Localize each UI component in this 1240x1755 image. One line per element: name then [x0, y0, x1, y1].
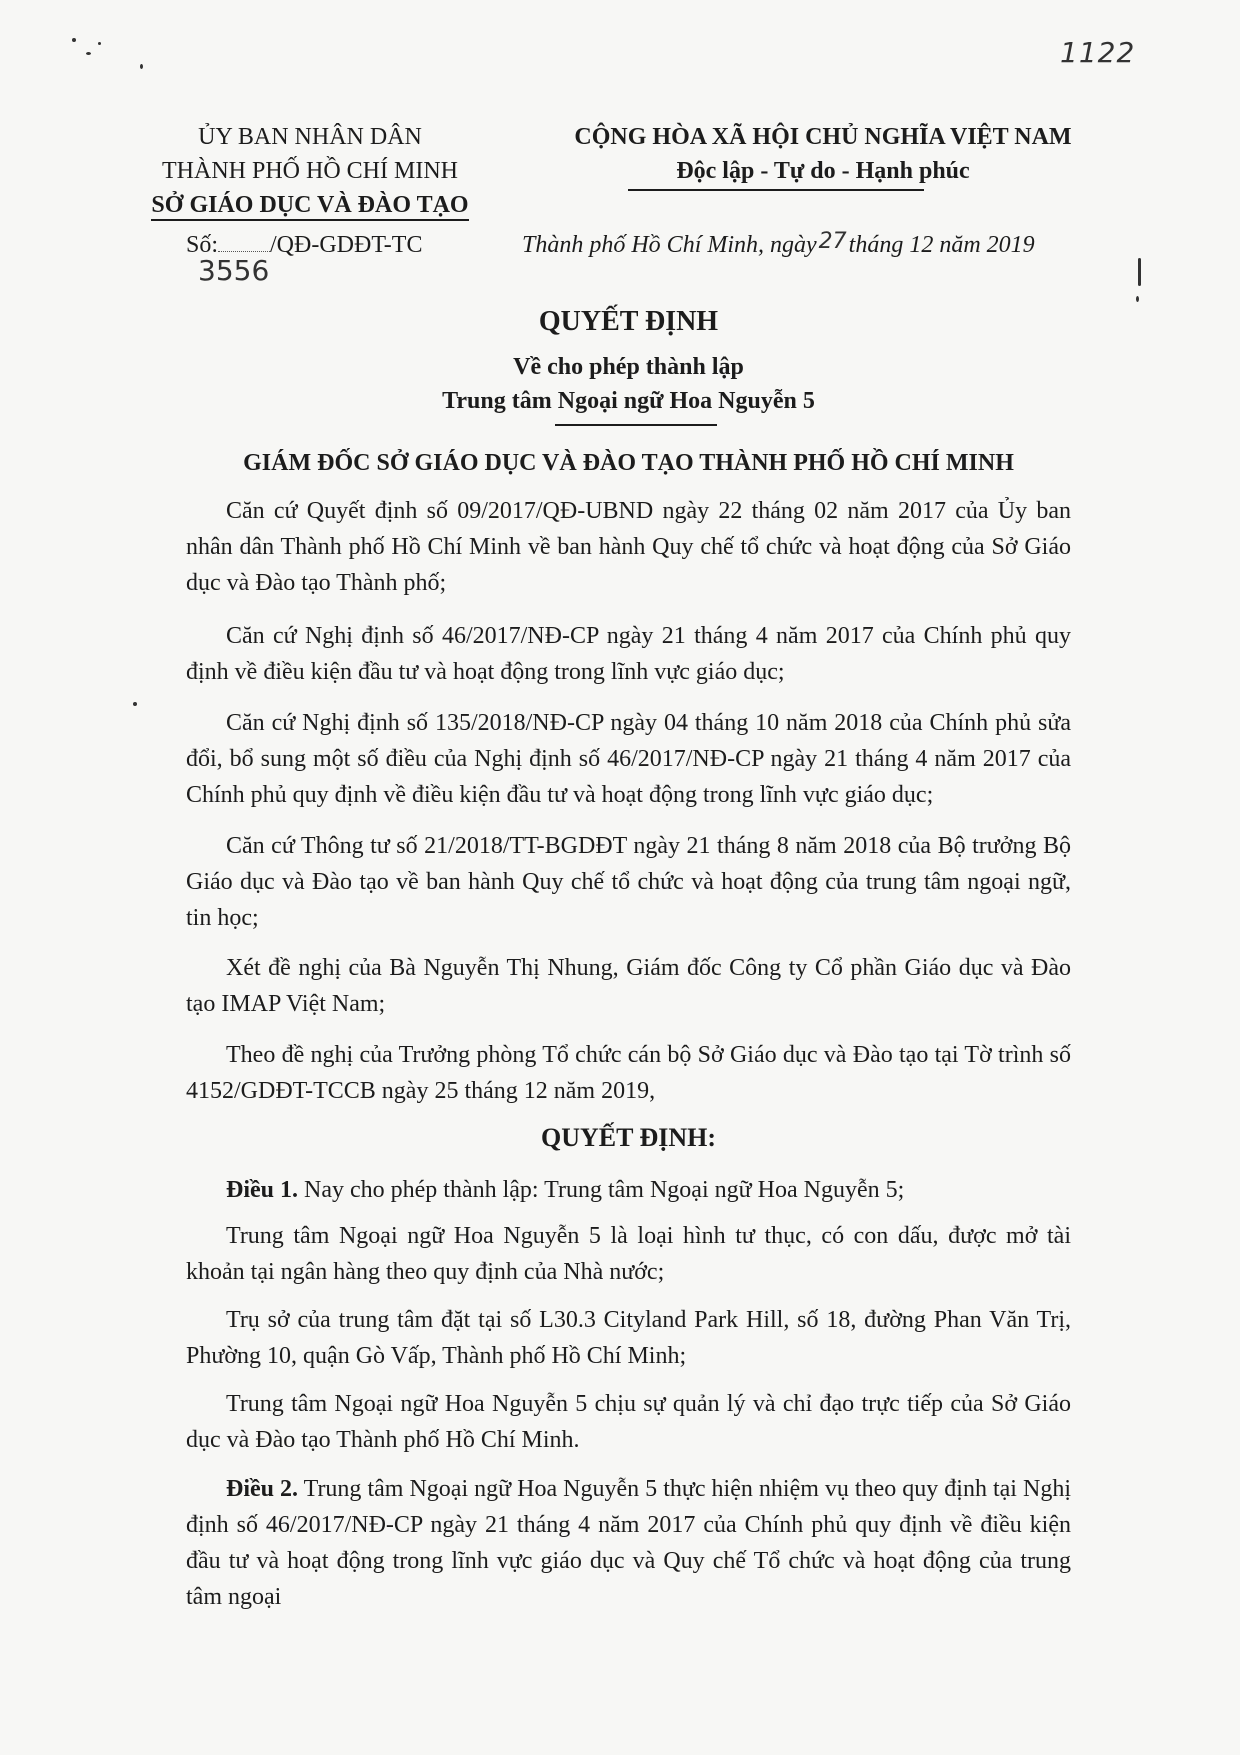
handwritten-number: 3556: [198, 254, 270, 287]
decision-subtitle-1: Về cho phép thành lập: [513, 354, 744, 380]
proposal-1: Xét đề nghị của Bà Nguyễn Thị Nhung, Giám đốc Công ty Cổ phần Giáo dục và Đào tạo IMAP Việt Nam;: [186, 955, 1071, 1017]
article-2: [186, 1471, 1071, 1615]
date-line: [522, 229, 1035, 259]
decision-subtitle-2: Trung tâm Ngoại ngữ Hoa Nguyễn 5: [442, 388, 815, 414]
scan-speck: [1136, 296, 1139, 302]
national-header: [556, 120, 1090, 188]
nation-line-2: [556, 154, 1090, 188]
article-1-label: Điều 1.: [226, 1177, 298, 1203]
scan-speck: [1138, 258, 1141, 286]
handwritten-corner-mark: 1122: [1060, 36, 1136, 69]
agency-header: [140, 120, 480, 222]
scan-speck: [140, 64, 143, 69]
motto-underline: [628, 189, 924, 191]
date-text-1: Thành phố Hồ Chí Minh, ngày: [522, 232, 817, 258]
scan-speck: [86, 52, 91, 55]
motto: Độc lập - Tự do - Hạnh phúc: [676, 158, 970, 184]
legal-basis-4: Căn cứ Thông tư số 21/2018/TT-BGDĐT ngày 21 tháng 8 năm 2018 của Bộ trưởng Bộ Giáo dục và Đào tạo về ban hành Quy chế tổ chức và hoạt động của trung tâm ngoại ngữ, tin học;: [186, 833, 1071, 931]
decision-heading: QUYẾT ĐỊNH:: [540, 1123, 717, 1152]
number-suffix: /QĐ-GDĐT-TC: [270, 232, 423, 258]
legal-basis-2: Căn cứ Nghị định số 46/2017/NĐ-CP ngày 21 tháng 4 năm 2017 của Chính phủ quy định về điều kiện đầu tư và hoạt động trong lĩnh vực giáo dục;: [186, 623, 1071, 685]
agency-line-1: ỦY BAN NHÂN DÂN: [198, 124, 422, 150]
scan-speck: [72, 38, 76, 42]
date-text-2: tháng 12 năm 2019: [848, 232, 1035, 258]
legal-basis-3: Căn cứ Nghị định số 135/2018/NĐ-CP ngày 04 tháng 10 năm 2018 của Chính phủ sửa đổi, bổ sung một số điều của Nghị định số 46/2017/NĐ-CP ngày 21 tháng 4 năm 2017 của Chính phủ quy định về điều kiện đầu tư và hoạt động trong lĩnh vực giáo dục;: [186, 710, 1071, 808]
agency-line-3: [140, 188, 480, 222]
article-1-para-2: Trụ sở của trung tâm đặt tại số L30.3 Cityland Park Hill, số 18, đường Phan Văn Trị, Phường 10, quận Gò Vấp, Thành phố Hồ Chí Minh;: [186, 1307, 1071, 1369]
article-2-text: Trung tâm Ngoại ngữ Hoa Nguyễn 5 thực hiện nhiệm vụ theo quy định tại Nghị định số 46/2017/NĐ-CP ngày 21 tháng 4 năm 2017 của Chính phủ quy định về điều kiện đầu tư và hoạt động trong lĩnh vực giáo dục và Quy chế Tổ chức và hoạt động của trung tâm ngoại: [186, 1476, 1071, 1610]
article-1-text: Nay cho phép thành lập: Trung tâm Ngoại ngữ Hoa Nguyễn 5;: [304, 1177, 905, 1203]
decision-title: QUYẾT ĐỊNH: [538, 306, 719, 337]
scan-speck: [133, 702, 137, 706]
article-2-label: Điều 2.: [226, 1476, 299, 1502]
issuing-authority: GIÁM ĐỐC SỞ GIÁO DỤC VÀ ĐÀO TẠO THÀNH PHỐ HỒ CHÍ MINH: [243, 450, 1014, 476]
legal-basis-1: Căn cứ Quyết định số 09/2017/QĐ-UBND ngày 22 tháng 02 năm 2017 của Ủy ban nhân dân Thành phố Hồ Chí Minh về ban hành Quy chế tổ chức và hoạt động của Sở Giáo dục và Đào tạo Thành phố;: [186, 498, 1071, 596]
title-underline: [555, 424, 717, 426]
proposal-2: Theo đề nghị của Trưởng phòng Tổ chức cán bộ Sở Giáo dục và Đào tạo tại Tờ trình số 4152/GDĐT-TCCB ngày 25 tháng 12 năm 2019,: [186, 1042, 1071, 1104]
agency-name: SỞ GIÁO DỤC VÀ ĐÀO TẠO: [151, 192, 468, 221]
article-1: [186, 1172, 1071, 1208]
scan-speck: [98, 42, 101, 45]
number-prefix: Số:: [186, 232, 219, 258]
date-day-handwritten: 27: [818, 229, 847, 254]
agency-line-2: THÀNH PHỐ HỒ CHÍ MINH: [162, 158, 458, 184]
article-1-para-1: Trung tâm Ngoại ngữ Hoa Nguyễn 5 là loại hình tư thục, có con dấu, được mở tài khoản tại ngân hàng theo quy định của Nhà nước;: [186, 1223, 1071, 1285]
article-1-para-3: Trung tâm Ngoại ngữ Hoa Nguyễn 5 chịu sự quản lý và chỉ đạo trực tiếp của Sở Giáo dục và Đào tạo Thành phố Hồ Chí Minh.: [186, 1391, 1071, 1453]
nation-line-1: CỘNG HÒA XÃ HỘI CHỦ NGHĨA VIỆT NAM: [574, 124, 1072, 150]
